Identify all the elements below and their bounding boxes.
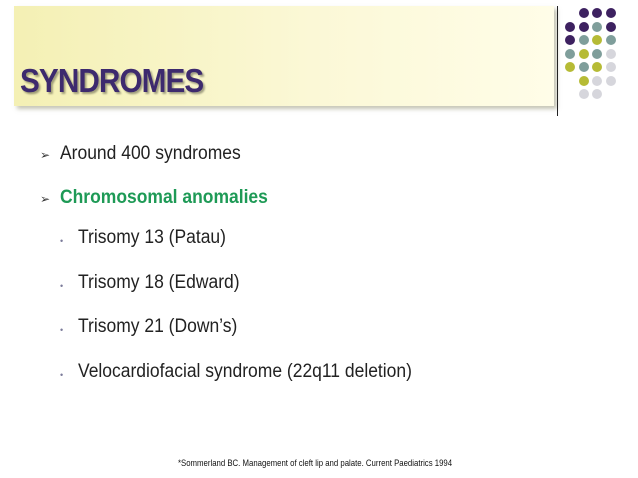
bullet-marker: ➢ xyxy=(40,148,51,162)
decorative-dot-teal xyxy=(592,22,602,32)
decorative-dot-purple xyxy=(565,22,575,32)
decorative-dot-grey xyxy=(606,62,616,72)
sub-bullet-marker: • xyxy=(60,370,64,380)
decorative-dot-grey xyxy=(579,89,589,99)
decorative-dot-grid xyxy=(565,8,637,104)
decorative-dot-grey xyxy=(592,89,602,99)
sub-bullet-marker: • xyxy=(60,236,64,246)
sub-bullet-marker: • xyxy=(60,325,64,335)
decorative-dot-olive xyxy=(579,49,589,59)
decorative-dot-teal xyxy=(579,35,589,45)
sub-bullet-trisomy-18: Trisomy 18 (Edward) xyxy=(78,272,240,293)
decorative-dot-olive xyxy=(592,35,602,45)
sub-bullet-marker: • xyxy=(60,281,64,291)
bullet-around-400-syndromes: Around 400 syndromes xyxy=(60,143,241,164)
decorative-dot-grey xyxy=(606,49,616,59)
decorative-dot-grey xyxy=(606,76,616,86)
bullet-chromosomal-anomalies: Chromosomal anomalies xyxy=(60,187,268,208)
decorative-dot-teal xyxy=(606,35,616,45)
decorative-dot-purple xyxy=(606,8,616,18)
decorative-dot-purple xyxy=(592,8,602,18)
citation-footnote: *Sommerland BC. Management of cleft lip and palate. Current Paediatrics 1994 xyxy=(178,458,453,469)
decorative-dot-teal xyxy=(592,49,602,59)
decorative-dot-grey xyxy=(592,76,602,86)
slide-title: SYNDROMES xyxy=(20,62,204,99)
decorative-dot-teal xyxy=(565,49,575,59)
bullet-marker: ➢ xyxy=(40,192,51,206)
sub-bullet-trisomy-13: Trisomy 13 (Patau) xyxy=(78,227,226,248)
decorative-dot-olive xyxy=(565,62,575,72)
decorative-dot-purple xyxy=(606,22,616,32)
title-divider-line xyxy=(557,6,558,116)
sub-bullet-velocardiofacial: Velocardiofacial syndrome (22q11 deletion) xyxy=(78,361,412,382)
decorative-dot-olive xyxy=(579,76,589,86)
sub-bullet-trisomy-21: Trisomy 21 (Down’s) xyxy=(78,316,238,337)
decorative-dot-purple xyxy=(579,22,589,32)
decorative-dot-purple xyxy=(579,8,589,18)
decorative-dot-purple xyxy=(565,35,575,45)
decorative-dot-teal xyxy=(579,62,589,72)
decorative-dot-olive xyxy=(592,62,602,72)
